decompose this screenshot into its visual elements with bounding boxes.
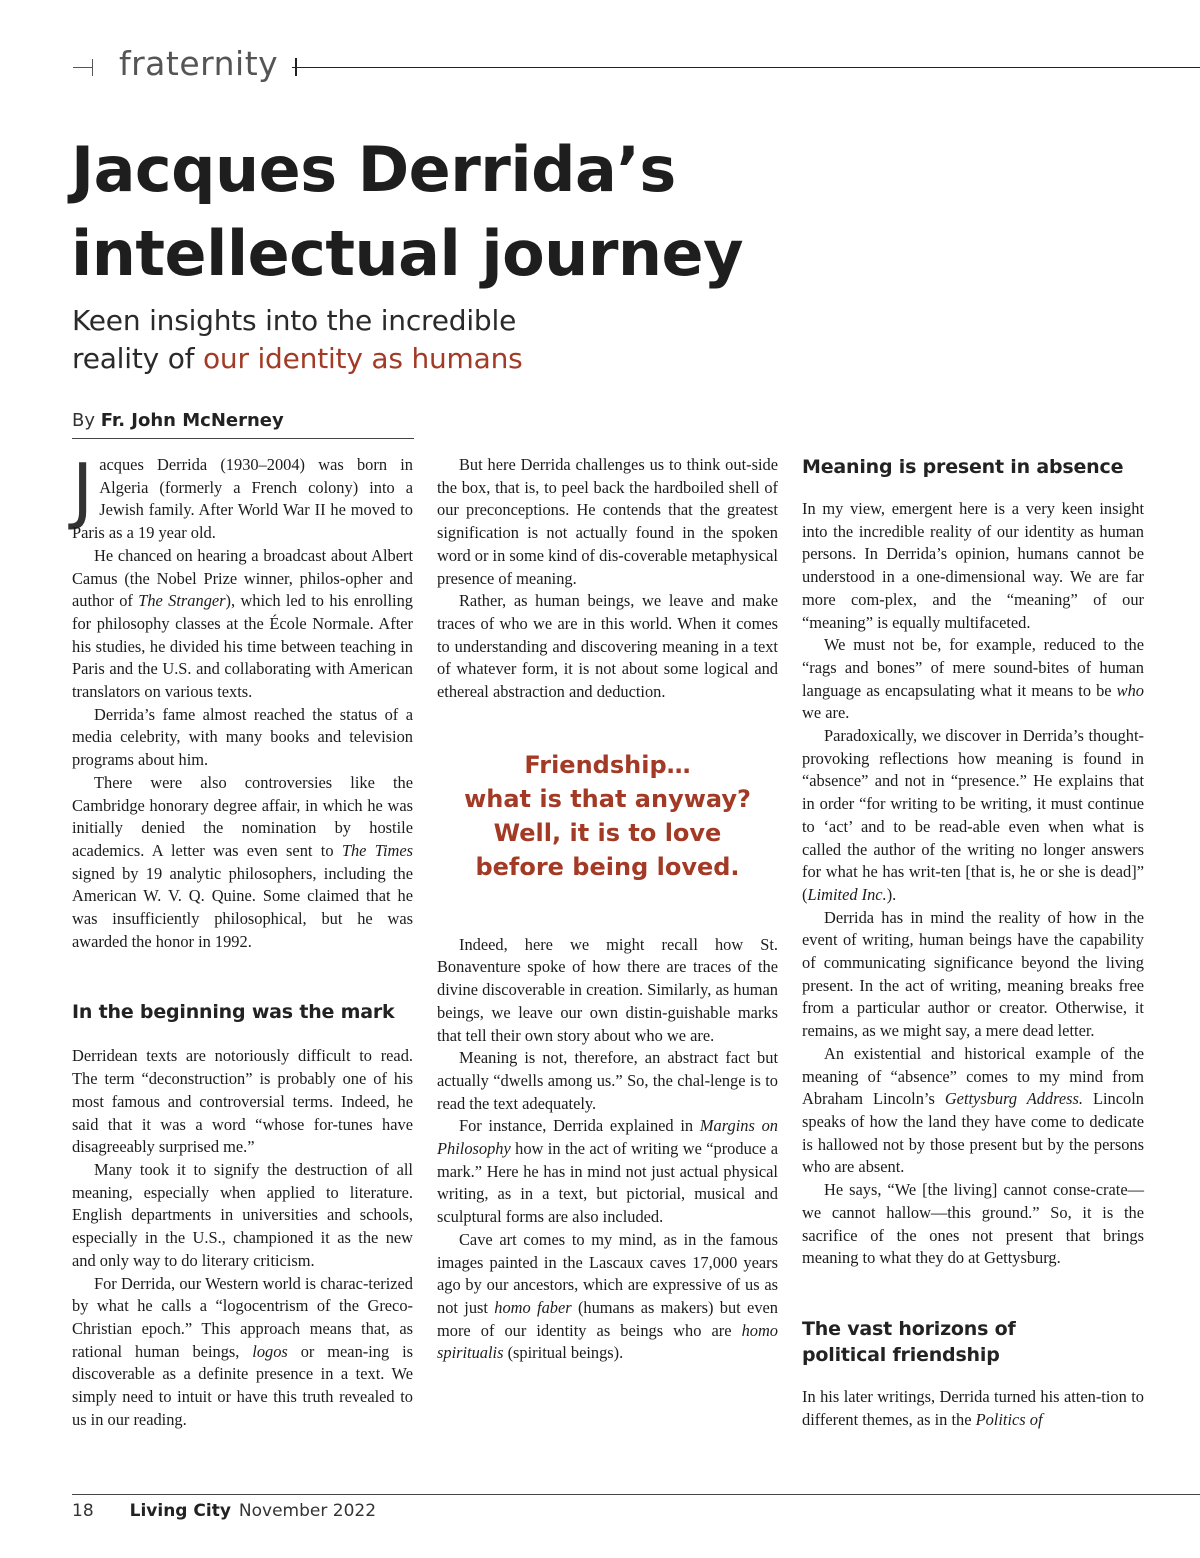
paragraph-text: ). (886, 884, 897, 904)
paragraph (802, 634, 1144, 725)
column-1 (72, 448, 414, 1431)
paragraph-text: For instance, Derrida explained in (459, 1116, 700, 1136)
paragraph: Meaning is not, therefore, an abstract fact but actually “dwells among us.” So, the chal-lenge is to read the text adequately. (437, 1048, 778, 1113)
book-title: The Stranger (138, 591, 226, 611)
paragraph-text: ), which led to his enrolling for philosophy classes at the École Normale. After his studies, he divided his time between teaching in Paris and the U.S. and collaborating with American translators on various texts. (72, 591, 413, 702)
subtitle-plain: reality of (72, 342, 203, 375)
subtitle-accent: our identity as humans (202, 342, 523, 375)
emphasis: who (1116, 680, 1144, 700)
book-title: Margins on Philosophy (437, 1116, 779, 1159)
section-heading (802, 1316, 1144, 1368)
paragraph-text: There were also controversies like the Cambridge honorary degree affair, in which he was initially denied the nomination by hostile academics. A letter was even sent to (72, 772, 413, 860)
paragraph (72, 1273, 413, 1432)
magazine-name: Living City (129, 1501, 231, 1521)
paragraph-text: We must not be, for example, reduced to the “rags and bones” of mere sound-bites of human language as encapsulating what it means to be (802, 635, 1144, 700)
column-2 (437, 454, 778, 1365)
paragraph (437, 1229, 778, 1365)
paragraph-text: In his later writings, Derrida turned his atten-tion to different themes, as in the (802, 1386, 1144, 1429)
paragraph (72, 772, 413, 954)
paragraph-text: (humans as makers) but even more of our identity as beings who are (437, 1297, 779, 1340)
paragraph (437, 1115, 778, 1229)
paragraph (72, 545, 413, 704)
section-heading: Meaning is present in absence (802, 456, 1124, 478)
paragraph-text: He chanced on hearing a broadcast about Albert Camus (the Nobel Prize winner, philos-opher and author of (72, 545, 413, 611)
paragraph: Derrida’s fame almost reached the status of a media celebrity, with many books and television programs about him. (72, 704, 413, 770)
paragraph: Derrida has in mind the reality of how in the event of writing, human beings have the capability of communicating significance beyond the living present. In the act of writing, meaning breaks free from a particular author or creator. Otherwise, it remains, as we might say, a mere dead letter. (802, 907, 1144, 1041)
section-tick-left (92, 59, 93, 76)
paragraph: Derridean texts are notoriously difficult to read. The term “deconstruction” is probably one of his most famous and controversial terms. Indeed, he said that it was a word “whose for-tunes have disagreeably surprised me.” (72, 1046, 413, 1157)
article-title (71, 128, 971, 296)
page-number: 18 (72, 1501, 94, 1521)
pull-quote-line: what is that anyway? (464, 784, 751, 813)
paragraph: Rather, as human beings, we leave and make traces of who we are in this world. When it comes to understanding and discovering meaning in a text of whatever form, it is not about some logical and ethereal abstraction and deduction. (437, 591, 778, 702)
paragraph (72, 448, 413, 545)
paragraph-text: or mean-ing is discoverable as a definite presence in a text. We simply need to intuit or have this truth revealed to us in our reading. (72, 1341, 414, 1429)
subtitle-line-2 (72, 340, 772, 378)
paragraph: He says, “We [the living] cannot conse-crate—we cannot hallow—this ground.” So, it is the sacrifice of the ones not present that brings meaning to what they do at Gettysburg. (802, 1180, 1144, 1268)
byline-prefix: By (72, 410, 101, 431)
term: homo faber (494, 1297, 572, 1317)
byline (72, 410, 284, 431)
paragraph-text: For Derrida, our Western world is charac-terized by what he calls a “logocentrism of the Greco-Christian epoch.” This approach means that, as rational human beings, (72, 1273, 413, 1361)
paragraph-text: signed by 19 analytic philosophers, including the American W. V. Q. Quine. Some claimed that he was insufficiently philosophical, but he was awarded the honor in 1992. (72, 863, 413, 951)
pull-quote-line: Friendship… (524, 750, 691, 779)
paragraph: But here Derrida challenges us to think out-side the box, that is, to peel back the hardboiled shell of our preconceptions. He contends that the greatest signification is not actually found in the spoken word or in some kind of dis-coverable metaphysical presence of meaning. (437, 455, 778, 588)
paragraph (802, 1043, 1144, 1179)
page-footer (72, 1501, 376, 1521)
publication-title: The Times (341, 840, 413, 860)
book-title: Politics of (975, 1409, 1043, 1429)
paragraph (802, 1386, 1144, 1431)
book-title: Limited Inc. (807, 884, 887, 904)
pull-quote (437, 748, 778, 884)
section-heading: In the beginning was the mark (72, 1001, 395, 1024)
author-name: Fr. John McNerney (100, 410, 284, 431)
heading-line: The vast horizons of (802, 1317, 1016, 1340)
column-3 (802, 454, 1144, 1431)
article-subtitle (72, 302, 772, 378)
paragraph: Many took it to signify the destruction of all meaning, especially when applied to literature. English departments in universities and schools, especially in the U.S., championed it as the new and only way to do literary criticism. (72, 1159, 413, 1270)
paragraph-text: An existential and historical example of the meaning of “absence” comes to my mind from Abraham Lincoln’s (802, 1043, 1144, 1109)
section-label: fraternity (119, 44, 279, 83)
paragraph (802, 725, 1144, 907)
subtitle-line-1: Keen insights into the incredible (72, 304, 517, 337)
section-rule (292, 67, 1200, 68)
term: logos (252, 1341, 288, 1361)
footer-rule (72, 1494, 1200, 1495)
paragraph-text: we are. (802, 703, 850, 723)
paragraph-text: Paradoxically, we discover in Derrida’s thought-provoking reflections how meaning is found in “absence” and not in “presence.” He explains that in order “for writing to be writing, it must continue to ‘act’ and to be read-able even when what is called the author of the writing no longer answers for what he has writ-ten [that is, he or she is dead]” ( (802, 726, 1144, 904)
term: homo spiritualis (437, 1320, 778, 1363)
title-line-2: intellectual journey (71, 217, 743, 290)
paragraph-text: (spiritual beings). (503, 1343, 624, 1363)
drop-cap: J (72, 448, 94, 532)
paragraph-text: Lincoln speaks of how the land they have come to dedicate is hallowed not by those present but by the persons who are absent. (802, 1089, 1144, 1177)
paragraph: Indeed, here we might recall how St. Bonaventure spoke of how there are traces of the divine discoverable in creation. Similarly, as human beings, we leave our own distin-guishable marks that tell their own story about who we are. (437, 934, 778, 1045)
issue-date: November 2022 (238, 1501, 377, 1521)
paragraph-text: Cave art comes to my mind, as in the famous images painted in the Lascaux caves 17,000 years ago by our ancestors, which are expressive of us as not just (437, 1229, 778, 1317)
section-rule-left (73, 67, 93, 68)
heading-line: political friendship (802, 1343, 1000, 1366)
title-line-1: Jacques Derrida’s (71, 133, 676, 206)
document-title: Gettysburg Address. (944, 1089, 1084, 1109)
pull-quote-line: before being loved. (475, 852, 740, 881)
byline-rule (72, 438, 414, 439)
paragraph: In my view, emergent here is a very keen insight into the incredible reality of our identity as human persons. In Derrida’s opinion, humans cannot be understood in a one-dimensional way. We are far more com-plex, and the “meaning” of our “meaning” is equally multifaceted. (802, 499, 1144, 632)
paragraph-text: how in the act of writing we “produce a mark.” Here he has in mind not just actual physical writing, as in a text, but pictorial, musical and sculptural forms are also included. (437, 1139, 778, 1227)
paragraph-text: acques Derrida (1930–2004) was born in Algeria (formerly a French colony) into a Jewish family. After World War II he moved to Paris as a 19 year old. (72, 455, 413, 543)
pull-quote-line: Well, it is to love (493, 818, 722, 847)
